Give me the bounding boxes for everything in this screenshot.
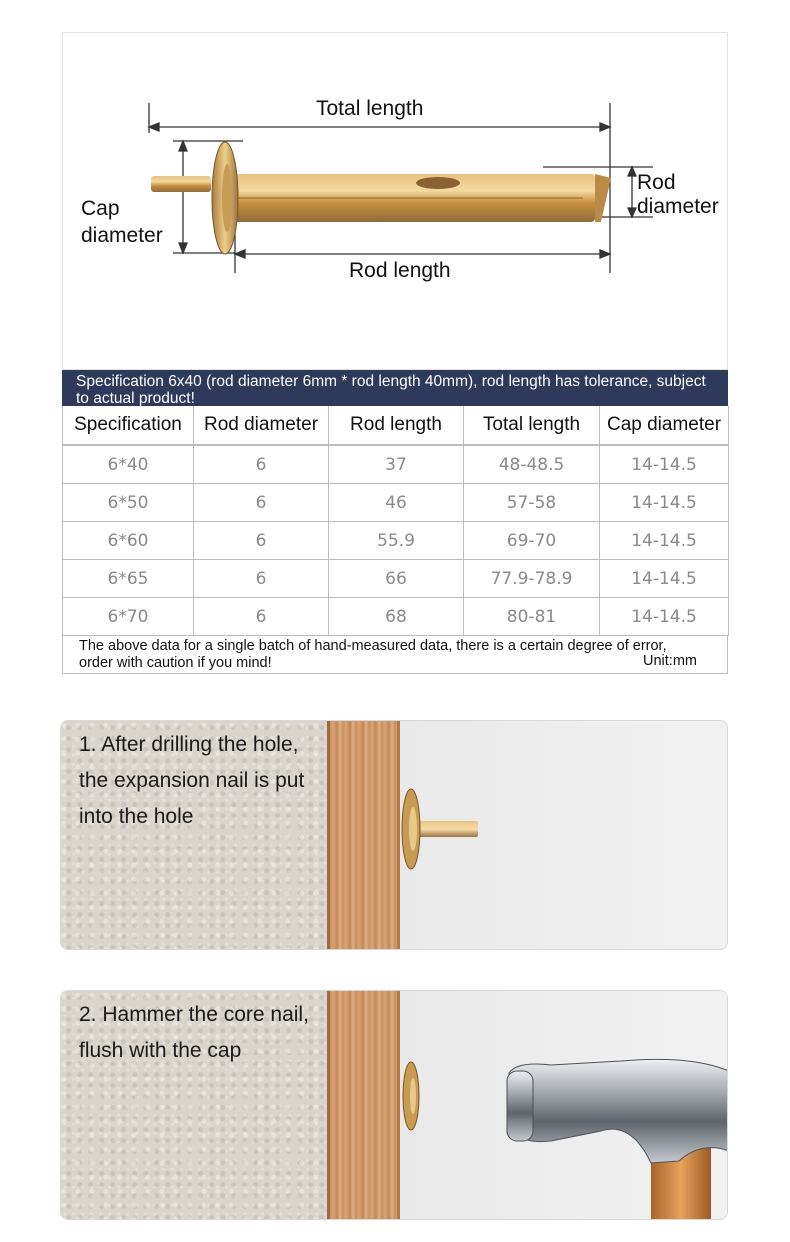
header-specification: Specification xyxy=(63,406,194,445)
cell-rod-length: 68 xyxy=(329,598,464,636)
header-total-length: Total length xyxy=(464,406,600,445)
nail-diagram-graphic xyxy=(63,33,729,371)
cell-specification: 6*60 xyxy=(63,522,194,560)
step-1-text: 1. After drilling the hole, the expansion nail is put into the hole xyxy=(79,733,305,828)
cell-specification: 6*40 xyxy=(63,445,194,484)
specification-table xyxy=(62,406,729,636)
step-2-text: 2. Hammer the core nail, flush with the cap xyxy=(79,1003,309,1062)
table-row xyxy=(63,484,729,522)
cell-rod-diameter: 6 xyxy=(194,484,329,522)
rod-diameter-label: Rod diameter xyxy=(637,171,719,218)
dimension-diagram xyxy=(62,32,728,370)
table-row xyxy=(63,522,729,560)
table-row xyxy=(63,560,729,598)
cell-cap-diameter: 14-14.5 xyxy=(600,484,729,522)
unit-label: Unit:mm xyxy=(643,653,697,669)
total-length-label: Total length xyxy=(316,97,424,120)
table-row xyxy=(63,445,729,484)
rod-length-label: Rod length xyxy=(349,259,451,282)
cell-cap-diameter: 14-14.5 xyxy=(600,560,729,598)
cell-rod-diameter: 6 xyxy=(194,522,329,560)
cell-rod-diameter: 6 xyxy=(194,598,329,636)
step-1-panel xyxy=(60,720,728,950)
cell-rod-length: 46 xyxy=(329,484,464,522)
cell-rod-length: 55.9 xyxy=(329,522,464,560)
cell-total-length: 48-48.5 xyxy=(464,445,600,484)
cell-rod-diameter: 6 xyxy=(194,560,329,598)
cell-cap-diameter: 14-14.5 xyxy=(600,522,729,560)
cell-total-length: 57-58 xyxy=(464,484,600,522)
cap-diameter-label: Cap diameter xyxy=(81,197,163,247)
spec-note xyxy=(62,636,728,674)
spec-banner: Specification 6x40 (rod diameter 6mm * rod length 40mm), rod length has tolerance, subject to actual product! xyxy=(62,370,728,406)
cell-cap-diameter: 14-14.5 xyxy=(600,598,729,636)
cell-total-length: 80-81 xyxy=(464,598,600,636)
cell-total-length: 77.9-78.9 xyxy=(464,560,600,598)
header-rod-diameter: Rod diameter xyxy=(194,406,329,445)
cell-cap-diameter: 14-14.5 xyxy=(600,445,729,484)
spec-note-text: The above data for a single batch of hand-measured data, there is a certain degree of error, order with caution if you mind! xyxy=(79,638,667,671)
cell-rod-diameter: 6 xyxy=(194,445,329,484)
table-row xyxy=(63,598,729,636)
cell-specification: 6*65 xyxy=(63,560,194,598)
cell-specification: 6*50 xyxy=(63,484,194,522)
cell-total-length: 69-70 xyxy=(464,522,600,560)
cell-rod-length: 37 xyxy=(329,445,464,484)
specification-table-block xyxy=(62,370,728,674)
cell-specification: 6*70 xyxy=(63,598,194,636)
step-2-panel xyxy=(60,990,728,1220)
header-cap-diameter: Cap diameter xyxy=(600,406,729,445)
nail-shape xyxy=(151,142,611,254)
header-rod-length: Rod length xyxy=(329,406,464,445)
cell-rod-length: 66 xyxy=(329,560,464,598)
table-header-row xyxy=(63,406,729,445)
